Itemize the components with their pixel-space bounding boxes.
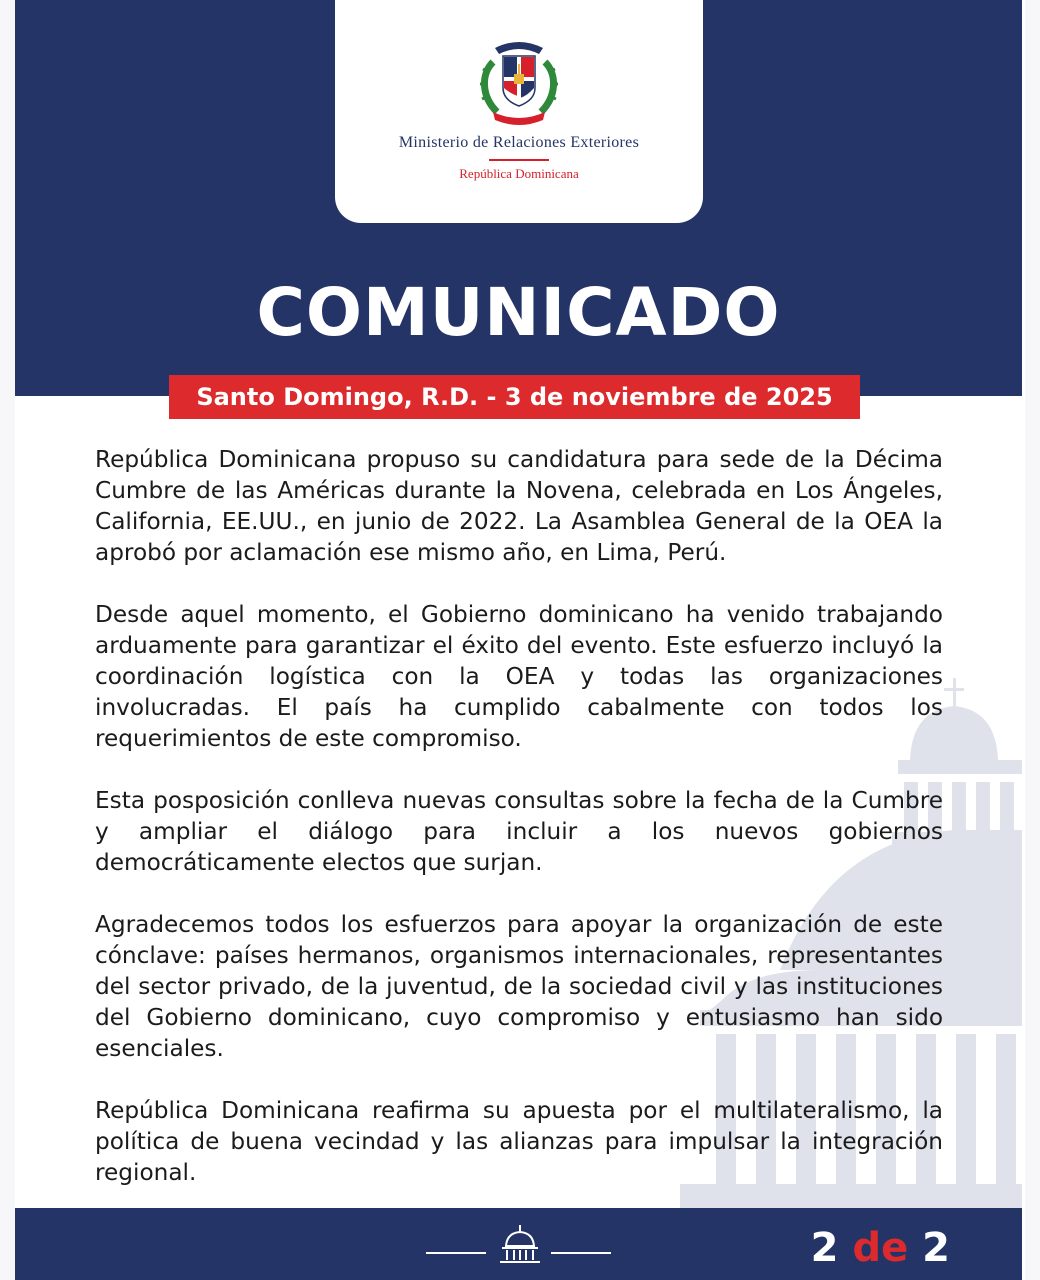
paragraph-2: Desde aquel momento, el Gobierno dominicano ha venido trabajando arduamente para garantizar el éxito del evento. Este esfuerzo incluyó la coordinación logística con la OEA y todas las organizaciones involucradas. El país ha cumplido cabalmente con todos los requerimientos de este compromiso. xyxy=(95,601,943,752)
capitol-dome-icon xyxy=(497,1224,543,1266)
communique-body xyxy=(95,444,943,1188)
page-total: 2 xyxy=(922,1225,950,1271)
left-edge xyxy=(0,0,15,1280)
logo-card xyxy=(335,0,703,223)
ministry-divider xyxy=(489,159,549,161)
footer-band xyxy=(15,1208,1022,1280)
dateline-text: Santo Domingo, R.D. - 3 de noviembre de 2025 xyxy=(196,383,833,411)
ministry-name: Ministerio de Relaciones Exteriores xyxy=(398,134,640,151)
footer-divider-right xyxy=(551,1252,611,1254)
right-edge xyxy=(1025,0,1040,1280)
paragraph-1: República Dominicana propuso su candidatura para sede de la Décima Cumbre de las Américas durante la Novena, celebrada en Los Ángeles, California, EE.UU., en junio de 2022. La Asamblea General de la OEA la aprobó por aclamación ese mismo año, en Lima, Perú. xyxy=(95,446,943,566)
dateline-banner xyxy=(169,375,860,419)
page-separator-word: de xyxy=(852,1225,909,1271)
paragraph-3: Esta posposición conlleva nuevas consultas sobre la fecha de la Cumbre y ampliar el diálogo para incluir a los nuevos gobiernos democráticamente electos que surjan. xyxy=(95,787,943,876)
footer-divider-left xyxy=(426,1252,486,1254)
ministry-country: República Dominicana xyxy=(459,166,579,181)
page-title: COMUNICADO xyxy=(256,274,781,351)
paragraph-4: Agradecemos todos los esfuerzos para apoyar la organización de este cónclave: países hermanos, organismos internacionales, representantes del sector privado, de la juventud, de la sociedad civil y las instituciones del Gobierno dominicano, cuyo compromiso y entusiasmo han sido esenciales. xyxy=(95,911,943,1062)
paragraph-5: República Dominicana reafirma su apuesta por el multilateralismo, la política de buena vecindad y las alianzas para impulsar la integración regional. xyxy=(95,1097,943,1186)
page-indicator xyxy=(811,1222,950,1274)
coat-of-arms-icon xyxy=(471,34,567,130)
page-current: 2 xyxy=(810,1225,839,1271)
